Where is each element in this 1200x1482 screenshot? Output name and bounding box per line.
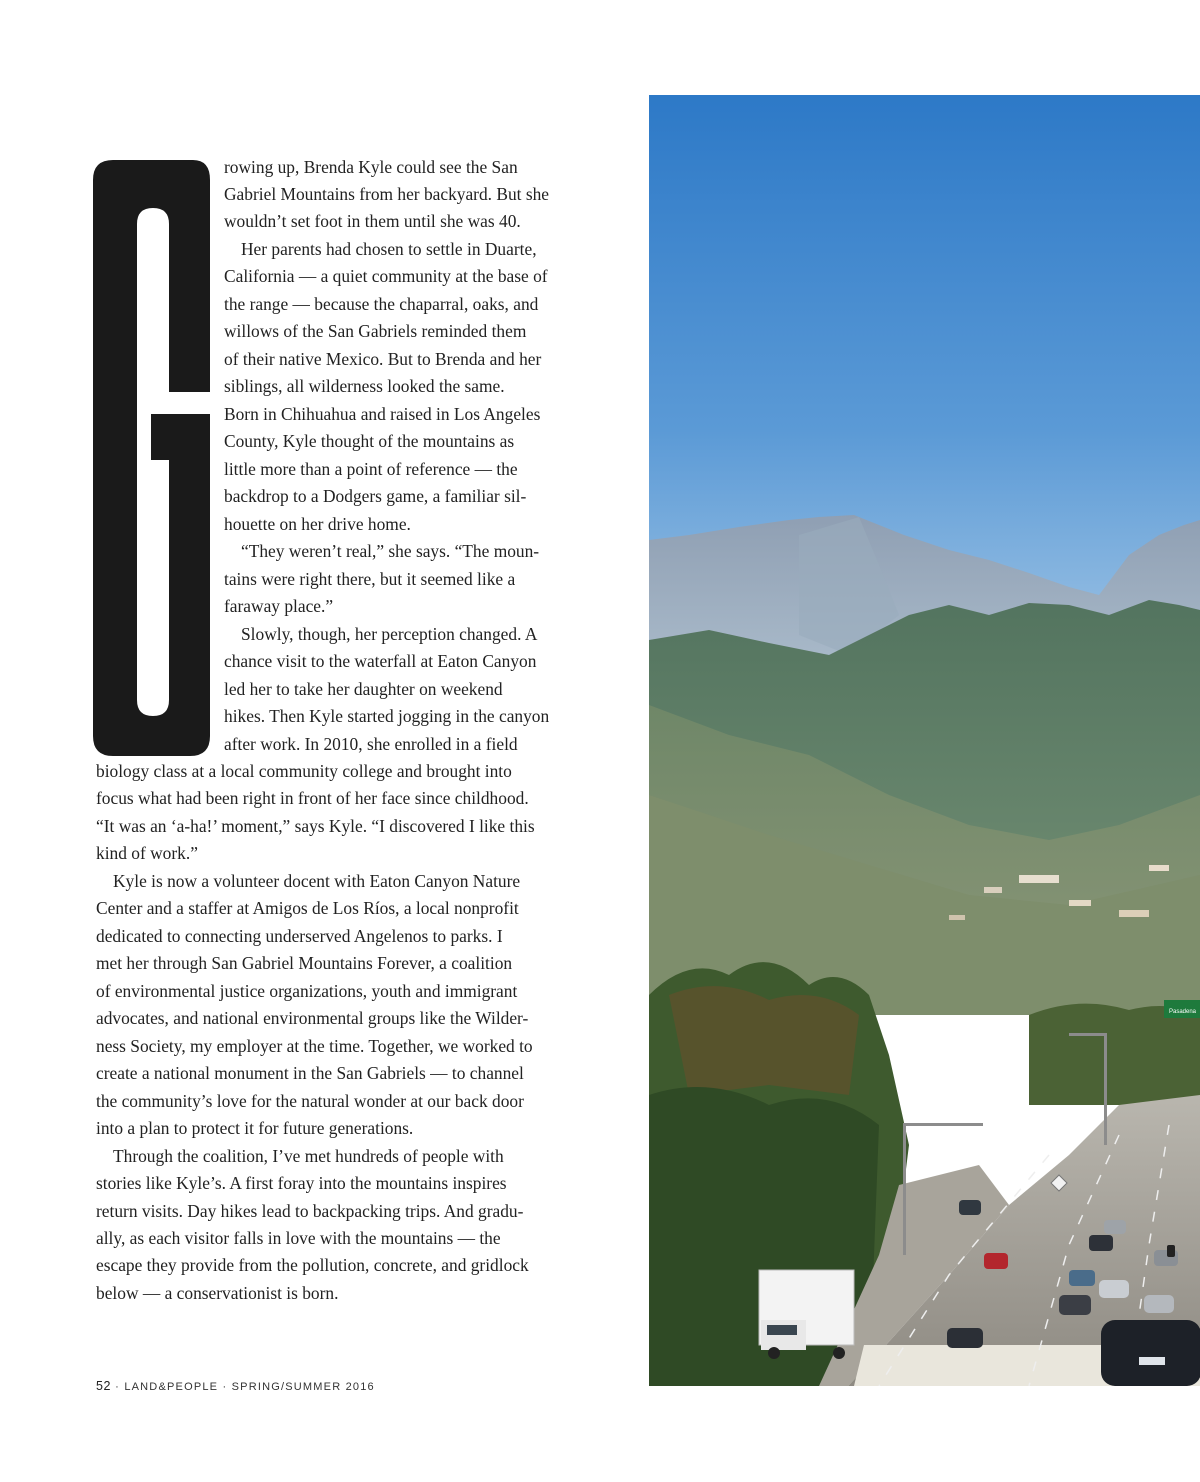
article-line: into a plan to protect it for future generations. [96, 1118, 414, 1138]
article-line: faraway place.” [224, 596, 334, 616]
page-footer [96, 1379, 375, 1393]
article-line: biology class at a local community college and brought into [96, 761, 512, 781]
article-line: hikes. Then Kyle started jogging in the canyon [224, 706, 550, 726]
article-line: dedicated to connecting underserved Angelenos to parks. I [96, 926, 503, 946]
article-line: siblings, all wilderness looked the same. [224, 376, 505, 396]
article-line: led her to take her daughter on weekend [224, 679, 503, 699]
article-line: “They weren’t real,” she says. “The moun- [241, 541, 540, 561]
mountain-freeway-photo [649, 95, 1200, 1386]
article-line: chance visit to the waterfall at Eaton Canyon [224, 651, 537, 671]
article-line: Center and a staffer at Amigos de Los Ríos, a local nonprofit [96, 898, 519, 918]
article-line: wouldn’t set foot in them until she was 40. [224, 211, 521, 231]
article-line: met her through San Gabriel Mountains Forever, a coalition [96, 953, 513, 973]
article-line: escape they provide from the pollution, concrete, and gridlock [96, 1255, 529, 1275]
article-line: houette on her drive home. [224, 514, 411, 534]
article-line: County, Kyle thought of the mountains as [224, 431, 515, 451]
footer-separator: · [115, 1381, 121, 1393]
article-line: kind of work.” [96, 843, 198, 863]
drop-cap-letter [93, 160, 211, 756]
article-line: Gabriel Mountains from her backyard. But she [224, 184, 550, 204]
article-line: advocates, and national environmental groups like the Wilder- [96, 1008, 529, 1028]
article-line: focus what had been right in front of her face since childhood. [96, 788, 529, 808]
article-line: Slowly, though, her perception changed. A [241, 624, 538, 644]
article-line: Kyle is now a volunteer docent with Eaton Canyon Nature [113, 871, 521, 891]
issue-date: SPRING/SUMMER 2016 [231, 1381, 375, 1393]
article-line: ness Society, my employer at the time. Together, we worked to [96, 1036, 533, 1056]
article-line: willows of the San Gabriels reminded them [224, 321, 527, 341]
article-line: the range — because the chaparral, oaks, and [224, 294, 539, 314]
article-line: Her parents had chosen to settle in Duarte, [241, 239, 537, 259]
magazine-name: LAND&PEOPLE [124, 1381, 219, 1393]
footer-separator: · [222, 1381, 228, 1393]
article-line: ally, as each visitor falls in love with the mountains — the [96, 1228, 501, 1248]
article-line: Through the coalition, I’ve met hundreds of people with [113, 1146, 504, 1166]
article-line: after work. In 2010, she enrolled in a field [224, 734, 518, 754]
article-line: “It was an ‘a-ha!’ moment,” says Kyle. “I discovered I like this [96, 816, 535, 836]
page-number: 52 [96, 1379, 111, 1393]
article-line: create a national monument in the San Gabriels — to channel [96, 1063, 524, 1083]
article-line: of environmental justice organizations, youth and immigrant [96, 981, 518, 1001]
article-line: Born in Chihuahua and raised in Los Angeles [224, 404, 541, 424]
article-line: California — a quiet community at the base of [224, 266, 548, 286]
article-line: tains were right there, but it seemed like a [224, 569, 516, 589]
article-line: stories like Kyle’s. A first foray into the mountains inspires [96, 1173, 507, 1193]
article-line: of their native Mexico. But to Brenda and her [224, 349, 542, 369]
article-line: return visits. Day hikes lead to backpacking trips. And gradu- [96, 1201, 524, 1221]
article-line: rowing up, Brenda Kyle could see the San [224, 157, 518, 177]
article-line: backdrop to a Dodgers game, a familiar sil- [224, 486, 527, 506]
article-line: little more than a point of reference — the [224, 459, 518, 479]
article-line: below — a conservationist is born. [96, 1283, 339, 1303]
article-line: the community’s love for the natural wonder at our back door [96, 1091, 524, 1111]
freeway-sign-text: Pasadena [1169, 1009, 1197, 1015]
